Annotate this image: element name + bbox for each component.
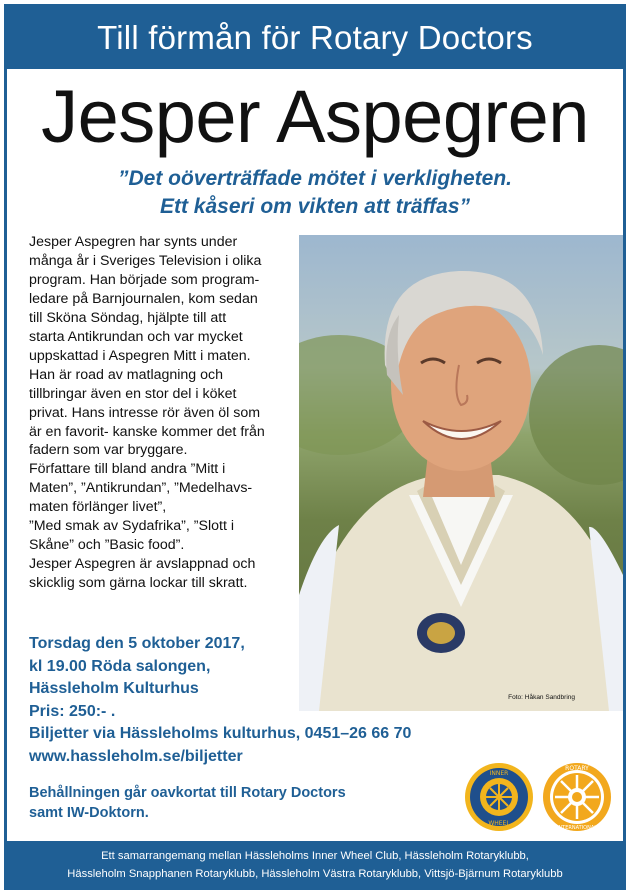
bio-line: Maten”, ”Antikrundan”, ”Medelhavs-	[29, 480, 253, 497]
biography-text	[29, 233, 301, 593]
bio-line: fadern som var bryggare.	[29, 442, 188, 459]
header-banner: Till förmån för Rotary Doctors	[7, 7, 623, 69]
quote-line-1: ”Det oöverträffade mötet i verkligheten.	[117, 167, 513, 190]
poster-frame	[4, 4, 626, 890]
inner-wheel-logo	[463, 761, 535, 833]
bio-line: Han är road av matlagning och	[29, 366, 224, 383]
event-time-place: kl 19.00 Röda salongen,	[29, 657, 211, 675]
bio-line: starta Antikrundan och var mycket	[29, 328, 243, 345]
bio-line: program. Han började som program-	[29, 271, 260, 288]
bio-line: ”Med smak av Sydafrika”, ”Slott i	[29, 518, 234, 535]
footer-banner	[7, 841, 623, 887]
speaker-name: Jesper Aspegren	[41, 75, 589, 158]
bio-line: maten förlänger livet”,	[29, 499, 167, 516]
event-details	[29, 633, 509, 768]
footer-line-2: Hässleholm Snapphanen Rotaryklubb, Hässleholm Västra Rotaryklubb, Vittsjö-Bjärnum Rotaryklubb	[67, 868, 563, 880]
event-url[interactable]: www.hassleholm.se/biljetter	[29, 747, 243, 765]
bio-line: privat. Hans intresse rör även öl som	[29, 404, 261, 421]
benefit-line-1: Behållningen går oavkortat till Rotary Doctors	[29, 785, 346, 801]
benefit-line-2: samt IW-Doktorn.	[29, 805, 149, 821]
bio-line: uppskattad i Aspegren Mitt i maten.	[29, 347, 251, 364]
bio-line: Skåne” och ”Basic food”.	[29, 537, 185, 554]
bio-line: skicklig som gärna lockar till skratt.	[29, 575, 248, 592]
bio-line: ledare på Barnjournalen, kom sedan	[29, 290, 258, 307]
bio-line: Jesper Aspegren är avslappnad och	[29, 556, 256, 573]
benefit-note	[29, 783, 449, 823]
event-price: Pris: 250:- .	[29, 702, 116, 720]
bio-line: tillbringar även en stor del i köket	[29, 385, 237, 402]
bio-line: till Sköna Söndag, hjälpte till att	[29, 309, 227, 326]
inner-wheel-logo-bottom: WHEEL	[488, 820, 510, 827]
talk-quote	[7, 165, 623, 221]
event-venue: Hässleholm Kulturhus	[29, 680, 199, 697]
photo-credit: Foto: Håkan Sandbring	[508, 694, 575, 701]
footer-line-1: Ett samarrangemang mellan Hässleholms Inner Wheel Club, Hässleholm Rotaryklubb,	[101, 850, 529, 862]
inner-wheel-logo-top: INNER	[489, 770, 509, 777]
event-date: Torsdag den 5 oktober 2017,	[29, 635, 245, 652]
quote-line-2: Ett kåseri om vikten att träffas”	[159, 195, 471, 218]
bio-line: Jesper Aspegren har synts under	[29, 234, 238, 250]
rotary-logo-bottom: INTERNATIONAL	[556, 825, 598, 831]
bio-line: många år i Sveriges Television i olika	[29, 252, 262, 269]
bio-line: är en favorit- kanske kommer det från	[29, 423, 265, 440]
event-tickets: Biljetter via Hässleholms kulturhus, 0451–26 66 70	[29, 725, 412, 742]
bio-line: Författare till bland andra ”Mitt i	[29, 461, 226, 478]
rotary-logo-top: ROTARY	[565, 765, 589, 772]
rotary-logo	[541, 761, 613, 833]
